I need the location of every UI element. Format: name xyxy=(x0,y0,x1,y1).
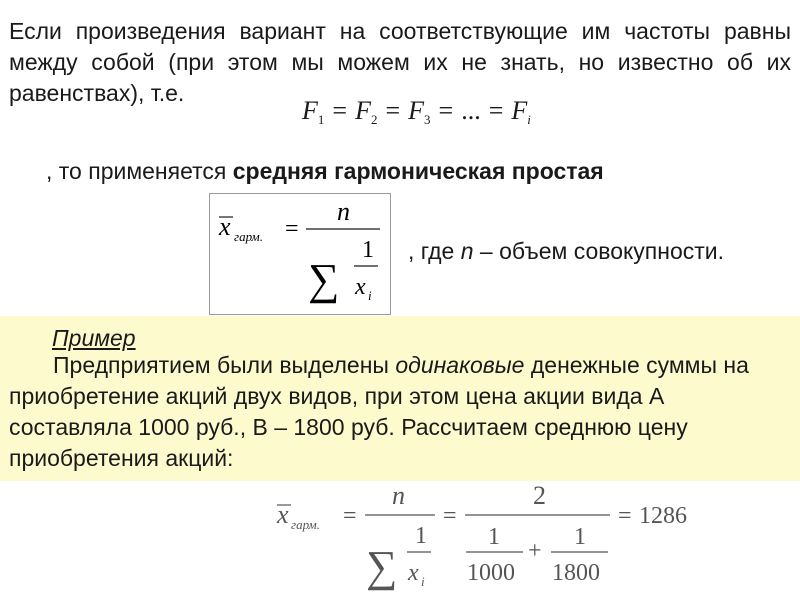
example-text xyxy=(9,350,791,474)
numerator-n: n xyxy=(337,197,350,226)
calc-eq-1: = xyxy=(343,503,357,529)
eq-sign-2: = xyxy=(385,96,401,125)
fi-index: i xyxy=(527,112,531,127)
eq-sign-4: = xyxy=(488,96,504,125)
calc-sum-symbol: ∑ xyxy=(366,542,398,591)
calc-big-numerator: 2 xyxy=(533,481,546,510)
f3-index: 3 xyxy=(424,112,431,127)
x-symbol: x xyxy=(219,212,231,241)
where-clause xyxy=(408,238,724,265)
calc-x-subscript: гарм. xyxy=(291,517,320,532)
method-line xyxy=(46,158,604,185)
harmonic-mean-formula xyxy=(210,194,390,314)
where-prefix: , где xyxy=(408,238,461,264)
calc-numerator-n: n xyxy=(392,481,405,510)
example-italic-word: одинаковые xyxy=(395,352,525,378)
eq-sign: = xyxy=(285,216,299,242)
calc-frac1-denominator: 1000 xyxy=(467,560,515,586)
example-block xyxy=(0,316,800,481)
f1-index: 1 xyxy=(317,112,325,127)
eq-sign-3: = xyxy=(438,96,454,125)
f2-index: 2 xyxy=(370,112,378,127)
example-title: Пример xyxy=(52,325,136,351)
example-text-start: Предприятием были выделены xyxy=(53,352,396,378)
calc-inner-numerator: 1 xyxy=(415,523,427,549)
inner-numerator: 1 xyxy=(362,237,374,263)
eq-sign-1: = xyxy=(332,96,348,125)
calc-plus: + xyxy=(528,538,542,564)
calc-inner-denominator: x xyxy=(408,560,419,586)
intro-paragraph: Если произведения вариант на соответствующие им частоты равны между собой (при этом мы можем их не знать, но известно об их равенствах), т.е. xyxy=(9,18,791,106)
f3-symbol: F xyxy=(408,96,425,125)
equal-frequencies-formula xyxy=(302,96,531,128)
calc-frac2-numerator: 1 xyxy=(574,524,586,550)
inner-denominator: x xyxy=(355,274,366,300)
calc-x-symbol: x xyxy=(277,500,289,529)
calc-eq-3: = xyxy=(618,503,632,529)
fi-symbol: F xyxy=(511,96,528,125)
calc-frac2-denominator: 1800 xyxy=(552,560,600,586)
where-n: n xyxy=(460,238,474,264)
f1-symbol: F xyxy=(302,96,318,125)
example-text-end: денежные суммы на приобретение акций двух видов, при этом цена акции вида А составляла 1000 руб., В – 1800 руб. Рассчитаем среднюю цену приобретения акций: xyxy=(9,352,749,471)
calc-frac1-numerator: 1 xyxy=(488,524,500,550)
harmonic-mean-formula-box xyxy=(209,193,391,315)
sum-symbol: ∑ xyxy=(308,255,340,304)
where-suffix: – объем совокупности. xyxy=(473,238,725,264)
x-subscript: гарм. xyxy=(234,229,263,244)
calculation-formula xyxy=(265,478,725,596)
calc-eq-2: = xyxy=(443,503,457,529)
f2-symbol: F xyxy=(355,96,371,125)
method-name: средняя гармоническая простая xyxy=(232,158,604,184)
ellipsis: ... xyxy=(461,96,481,125)
inner-denominator-index: i xyxy=(368,288,372,303)
method-prefix: , то применяется xyxy=(46,158,233,184)
calc-result: 1286 xyxy=(639,503,687,529)
calc-inner-denominator-index: i xyxy=(421,574,425,589)
